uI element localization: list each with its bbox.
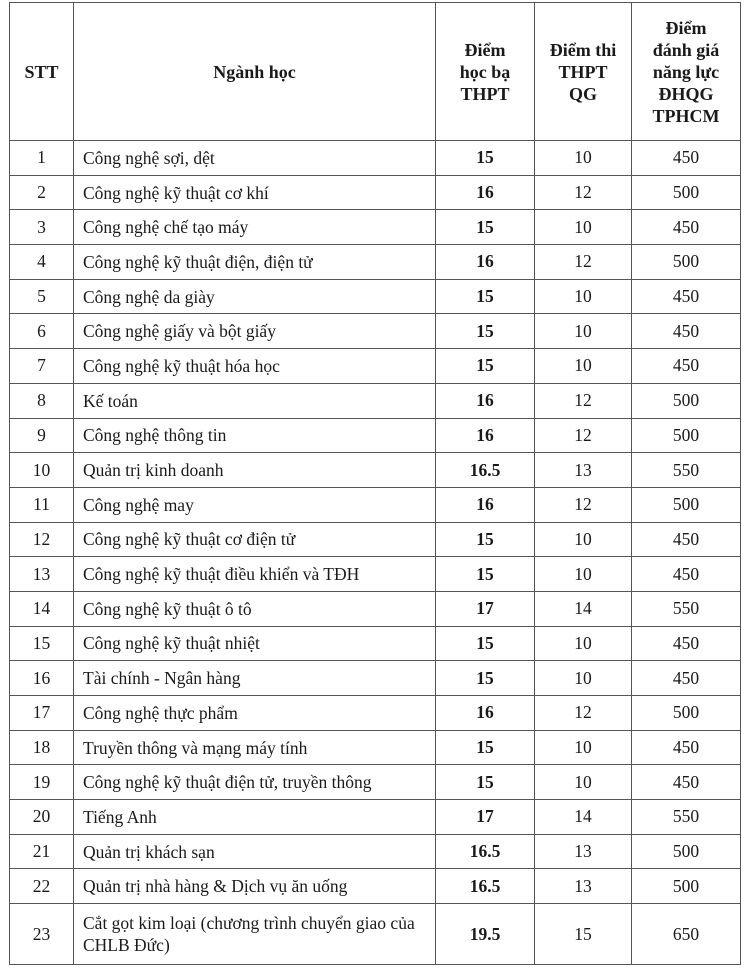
row-thpt-score-cell: 13 bbox=[535, 869, 632, 904]
row-dgnl-score-cell: 450 bbox=[632, 661, 741, 696]
table-row bbox=[10, 730, 741, 765]
row-hocba-score-cell: 16 bbox=[436, 696, 535, 731]
row-major-cell: Công nghệ thực phẩm bbox=[74, 696, 436, 731]
table-row bbox=[10, 349, 741, 384]
row-hocba-score-cell: 16 bbox=[436, 245, 535, 280]
header-hocba bbox=[436, 3, 535, 141]
table-row bbox=[10, 141, 741, 176]
row-thpt-score-cell: 10 bbox=[535, 661, 632, 696]
row-hocba-score-cell: 16 bbox=[436, 487, 535, 522]
row-hocba-score-cell: 15 bbox=[436, 349, 535, 384]
header-thpt-line: THPT bbox=[558, 61, 608, 82]
table-row bbox=[10, 869, 741, 904]
row-thpt-score-cell: 12 bbox=[535, 487, 632, 522]
row-thpt-score-cell: 13 bbox=[535, 834, 632, 869]
row-stt-cell: 2 bbox=[10, 175, 74, 210]
row-hocba-score-cell: 16 bbox=[436, 383, 535, 418]
table-header-row bbox=[10, 3, 741, 141]
header-thpt bbox=[535, 3, 632, 141]
row-major-cell: Công nghệ kỹ thuật cơ điện tử bbox=[74, 522, 436, 557]
header-dgnl-line: đánh giá bbox=[652, 39, 720, 60]
row-stt-cell: 7 bbox=[10, 349, 74, 384]
row-dgnl-score-cell: 450 bbox=[632, 626, 741, 661]
row-stt-cell: 8 bbox=[10, 383, 74, 418]
table-row bbox=[10, 626, 741, 661]
row-stt-cell: 22 bbox=[10, 869, 74, 904]
row-dgnl-score-cell: 550 bbox=[632, 591, 741, 626]
row-dgnl-score-cell: 500 bbox=[632, 869, 741, 904]
row-hocba-score-cell: 15 bbox=[436, 314, 535, 349]
row-thpt-score-cell: 10 bbox=[535, 141, 632, 176]
row-thpt-score-cell: 12 bbox=[535, 245, 632, 280]
row-thpt-score-cell: 10 bbox=[535, 349, 632, 384]
row-stt-cell: 23 bbox=[10, 904, 74, 965]
row-major-cell: Công nghệ chế tạo máy bbox=[74, 210, 436, 245]
table-row bbox=[10, 210, 741, 245]
row-hocba-score-cell: 15 bbox=[436, 626, 535, 661]
row-thpt-score-cell: 12 bbox=[535, 696, 632, 731]
table-body bbox=[10, 141, 741, 965]
row-dgnl-score-cell: 450 bbox=[632, 730, 741, 765]
admission-score-table bbox=[9, 2, 741, 965]
row-stt-cell: 14 bbox=[10, 591, 74, 626]
row-thpt-score-cell: 10 bbox=[535, 626, 632, 661]
row-dgnl-score-cell: 550 bbox=[632, 453, 741, 488]
row-stt-cell: 10 bbox=[10, 453, 74, 488]
row-stt-cell: 9 bbox=[10, 418, 74, 453]
row-hocba-score-cell: 17 bbox=[436, 591, 535, 626]
row-dgnl-score-cell: 500 bbox=[632, 418, 741, 453]
row-major-cell: Quản trị nhà hàng & Dịch vụ ăn uống bbox=[74, 869, 436, 904]
admission-score-document bbox=[9, 2, 740, 976]
row-stt-cell: 4 bbox=[10, 245, 74, 280]
row-major-cell: Truyền thông và mạng máy tính bbox=[74, 730, 436, 765]
row-dgnl-score-cell: 450 bbox=[632, 522, 741, 557]
row-stt-cell: 18 bbox=[10, 730, 74, 765]
row-thpt-score-cell: 12 bbox=[535, 383, 632, 418]
row-major-cell: Cắt gọt kim loại (chương trình chuyển giao của CHLB Đức) bbox=[74, 904, 436, 965]
row-major-cell: Công nghệ giấy và bột giấy bbox=[74, 314, 436, 349]
row-thpt-score-cell: 15 bbox=[535, 904, 632, 965]
row-dgnl-score-cell: 450 bbox=[632, 765, 741, 800]
row-thpt-score-cell: 14 bbox=[535, 800, 632, 835]
header-hocba-line: học bạ bbox=[459, 61, 511, 82]
header-stt: STT bbox=[10, 3, 74, 141]
row-major-cell: Tiếng Anh bbox=[74, 800, 436, 835]
table-row bbox=[10, 245, 741, 280]
header-thpt-line: QG bbox=[568, 83, 597, 104]
row-thpt-score-cell: 12 bbox=[535, 418, 632, 453]
row-stt-cell: 17 bbox=[10, 696, 74, 731]
row-major-cell: Công nghệ kỹ thuật điều khiển và TĐH bbox=[74, 557, 436, 592]
row-dgnl-score-cell: 500 bbox=[632, 834, 741, 869]
header-hocba-line: THPT bbox=[460, 83, 510, 104]
row-major-cell: Quản trị kinh doanh bbox=[74, 453, 436, 488]
row-dgnl-score-cell: 500 bbox=[632, 383, 741, 418]
table-row bbox=[10, 453, 741, 488]
header-thpt-line: Điểm thi bbox=[549, 39, 617, 60]
table-row bbox=[10, 800, 741, 835]
table-row bbox=[10, 904, 741, 965]
row-dgnl-score-cell: 500 bbox=[632, 245, 741, 280]
row-major-cell: Công nghệ kỹ thuật điện tử, truyền thông bbox=[74, 765, 436, 800]
row-hocba-score-cell: 15 bbox=[436, 765, 535, 800]
table-row bbox=[10, 522, 741, 557]
row-hocba-score-cell: 16.5 bbox=[436, 869, 535, 904]
row-stt-cell: 6 bbox=[10, 314, 74, 349]
row-thpt-score-cell: 10 bbox=[535, 279, 632, 314]
row-dgnl-score-cell: 450 bbox=[632, 141, 741, 176]
row-hocba-score-cell: 16 bbox=[436, 418, 535, 453]
row-stt-cell: 11 bbox=[10, 487, 74, 522]
row-major-cell: Công nghệ kỹ thuật điện, điện tử bbox=[74, 245, 436, 280]
table-row bbox=[10, 765, 741, 800]
row-stt-cell: 5 bbox=[10, 279, 74, 314]
row-stt-cell: 15 bbox=[10, 626, 74, 661]
row-thpt-score-cell: 10 bbox=[535, 730, 632, 765]
row-hocba-score-cell: 16 bbox=[436, 175, 535, 210]
row-hocba-score-cell: 16.5 bbox=[436, 453, 535, 488]
table-row bbox=[10, 487, 741, 522]
table-row bbox=[10, 175, 741, 210]
header-dgnl-line: ĐHQG bbox=[658, 83, 714, 104]
table-row bbox=[10, 591, 741, 626]
table-row bbox=[10, 383, 741, 418]
row-stt-cell: 19 bbox=[10, 765, 74, 800]
row-stt-cell: 21 bbox=[10, 834, 74, 869]
table-row bbox=[10, 418, 741, 453]
header-dgnl-line: Điểm bbox=[665, 17, 707, 38]
table-row bbox=[10, 696, 741, 731]
row-dgnl-score-cell: 650 bbox=[632, 904, 741, 965]
header-dgnl-line: năng lực bbox=[652, 61, 720, 82]
row-hocba-score-cell: 17 bbox=[436, 800, 535, 835]
row-dgnl-score-cell: 450 bbox=[632, 279, 741, 314]
table-row bbox=[10, 557, 741, 592]
row-hocba-score-cell: 15 bbox=[436, 522, 535, 557]
row-stt-cell: 3 bbox=[10, 210, 74, 245]
row-hocba-score-cell: 15 bbox=[436, 210, 535, 245]
row-dgnl-score-cell: 450 bbox=[632, 210, 741, 245]
row-hocba-score-cell: 15 bbox=[436, 661, 535, 696]
row-stt-cell: 16 bbox=[10, 661, 74, 696]
header-dgnl bbox=[632, 3, 741, 141]
row-thpt-score-cell: 10 bbox=[535, 210, 632, 245]
row-major-cell: Công nghệ da giày bbox=[74, 279, 436, 314]
row-thpt-score-cell: 10 bbox=[535, 557, 632, 592]
row-dgnl-score-cell: 450 bbox=[632, 557, 741, 592]
row-major-cell: Kế toán bbox=[74, 383, 436, 418]
table-row bbox=[10, 661, 741, 696]
row-dgnl-score-cell: 450 bbox=[632, 349, 741, 384]
row-major-cell: Công nghệ may bbox=[74, 487, 436, 522]
row-hocba-score-cell: 16.5 bbox=[436, 834, 535, 869]
row-stt-cell: 13 bbox=[10, 557, 74, 592]
row-dgnl-score-cell: 500 bbox=[632, 487, 741, 522]
table-row bbox=[10, 279, 741, 314]
row-thpt-score-cell: 10 bbox=[535, 522, 632, 557]
row-stt-cell: 12 bbox=[10, 522, 74, 557]
row-major-cell: Công nghệ kỹ thuật nhiệt bbox=[74, 626, 436, 661]
table-row bbox=[10, 314, 741, 349]
row-major-cell: Công nghệ kỹ thuật hóa học bbox=[74, 349, 436, 384]
row-dgnl-score-cell: 550 bbox=[632, 800, 741, 835]
row-dgnl-score-cell: 450 bbox=[632, 314, 741, 349]
row-major-cell: Công nghệ sợi, dệt bbox=[74, 141, 436, 176]
row-hocba-score-cell: 15 bbox=[436, 557, 535, 592]
row-thpt-score-cell: 13 bbox=[535, 453, 632, 488]
row-thpt-score-cell: 10 bbox=[535, 314, 632, 349]
row-major-cell: Quản trị khách sạn bbox=[74, 834, 436, 869]
row-major-cell: Công nghệ kỹ thuật ô tô bbox=[74, 591, 436, 626]
header-major: Ngành học bbox=[74, 3, 436, 141]
row-hocba-score-cell: 15 bbox=[436, 141, 535, 176]
table-row bbox=[10, 834, 741, 869]
row-thpt-score-cell: 10 bbox=[535, 765, 632, 800]
row-major-cell: Tài chính - Ngân hàng bbox=[74, 661, 436, 696]
header-hocba-line: Điểm bbox=[464, 39, 506, 60]
header-dgnl-line: TPHCM bbox=[652, 105, 720, 126]
row-dgnl-score-cell: 500 bbox=[632, 696, 741, 731]
row-hocba-score-cell: 15 bbox=[436, 279, 535, 314]
row-stt-cell: 1 bbox=[10, 141, 74, 176]
row-major-cell: Công nghệ kỹ thuật cơ khí bbox=[74, 175, 436, 210]
row-thpt-score-cell: 12 bbox=[535, 175, 632, 210]
row-thpt-score-cell: 14 bbox=[535, 591, 632, 626]
row-major-cell: Công nghệ thông tin bbox=[74, 418, 436, 453]
row-hocba-score-cell: 19.5 bbox=[436, 904, 535, 965]
row-hocba-score-cell: 15 bbox=[436, 730, 535, 765]
row-stt-cell: 20 bbox=[10, 800, 74, 835]
row-dgnl-score-cell: 500 bbox=[632, 175, 741, 210]
